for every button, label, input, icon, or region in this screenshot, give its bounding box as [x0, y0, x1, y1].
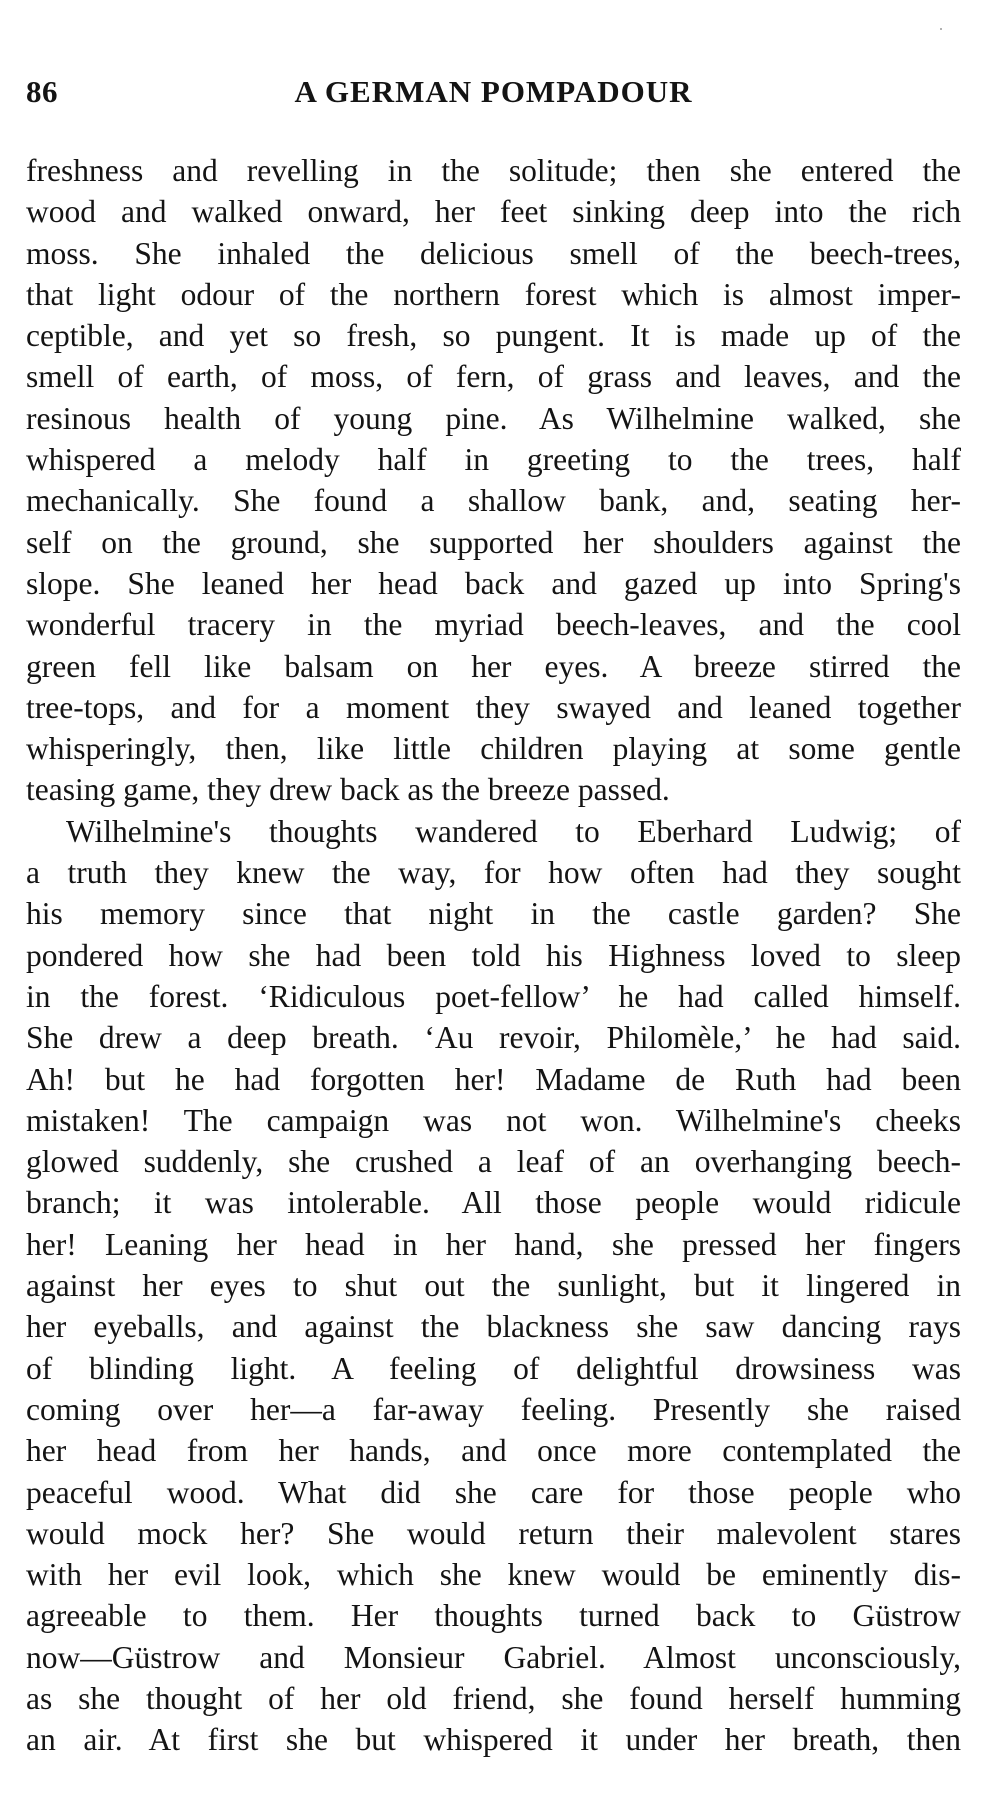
text-line: with her evil look, which she knew would be eminently dis- [26, 1557, 961, 1593]
paragraph-2 [26, 811, 961, 1761]
text-line: agreeable to them. Her thoughts turned back to Güstrow [26, 1598, 961, 1634]
text-line: She drew a deep breath. ‘Au revoir, Philomèle,’ he had said. [26, 1020, 961, 1056]
text-line: Wilhelmine's thoughts wandered to Eberhard Ludwig; of [66, 813, 961, 849]
text-line: against her eyes to shut out the sunlight, but it lingered in [26, 1268, 961, 1304]
text-line: a truth they knew the way, for how often had they sought [26, 855, 961, 891]
text-line: glowed suddenly, she crushed a leaf of an overhanging beech- [26, 1144, 961, 1180]
text-line: ceptible, and yet so fresh, so pungent. It is made up of the [26, 318, 961, 354]
text-line: tree-tops, and for a moment they swayed and leaned together [26, 689, 961, 725]
text-line: her head from her hands, and once more contemplated the [26, 1433, 961, 1469]
text-line: mechanically. She found a shallow bank, and, seating her- [26, 483, 961, 519]
text-line: wood and walked onward, her feet sinking deep into the rich [26, 194, 961, 230]
running-head: A GERMAN POMPADOUR [294, 74, 693, 109]
text-line: coming over her—a far-away feeling. Presently she raised [26, 1391, 961, 1427]
text-line: teasing game, they drew back as the breeze passed. [26, 772, 670, 808]
text-line: as she thought of her old friend, she found herself humming [26, 1680, 961, 1716]
text-line: whisperingly, then, like little children playing at some gentle [26, 731, 961, 767]
page-header [26, 70, 961, 120]
text-line: her eyeballs, and against the blackness she saw dancing rays [26, 1309, 961, 1345]
text-line: resinous health of young pine. As Wilhelmine walked, she [26, 400, 961, 436]
text-line: now—Güstrow and Monsieur Gabriel. Almost unconsciously, [26, 1639, 961, 1675]
paragraph-1 [26, 150, 961, 811]
text-line: slope. She leaned her head back and gazed up into Spring's [26, 565, 961, 601]
text-line: his memory since that night in the castle garden? She [26, 896, 961, 932]
text-line: would mock her? She would return their malevolent stares [26, 1515, 961, 1551]
text-line: peaceful wood. What did she care for those people who [26, 1474, 961, 1510]
text-line: mistaken! The campaign was not won. Wilhelmine's cheeks [26, 1102, 961, 1138]
text-line: that light odour of the northern forest which is almost imper- [26, 276, 961, 312]
text-line: branch; it was intolerable. All those people would ridicule [26, 1185, 961, 1221]
text-line: pondered how she had been told his Highness loved to sleep [26, 937, 961, 973]
text-line: green fell like balsam on her eyes. A breeze stirred the [26, 648, 961, 684]
text-line: of blinding light. A feeling of delightful drowsiness was [26, 1350, 961, 1386]
text-line: freshness and revelling in the solitude; then she entered the [26, 153, 961, 188]
text-line: her! Leaning her head in her hand, she pressed her fingers [26, 1226, 961, 1262]
text-line: wonderful tracery in the myriad beech-leaves, and the cool [26, 607, 961, 643]
text-line: in the forest. ‘Ridiculous poet-fellow’ he had called himself. [26, 978, 961, 1014]
text-line: smell of earth, of moss, of fern, of grass and leaves, and the [26, 359, 961, 395]
text-line: self on the ground, she supported her shoulders against the [26, 524, 961, 560]
text-line: Ah! but he had forgotten her! Madame de Ruth had been [26, 1061, 961, 1097]
page-number: 86 [26, 74, 58, 109]
text-line: an air. At first she but whispered it under her breath, then [26, 1722, 961, 1758]
body-text [26, 150, 961, 1761]
text-line: moss. She inhaled the delicious smell of the beech-trees, [26, 235, 961, 271]
text-line: whispered a melody half in greeting to the trees, half [26, 442, 961, 478]
page-speck [940, 28, 942, 30]
